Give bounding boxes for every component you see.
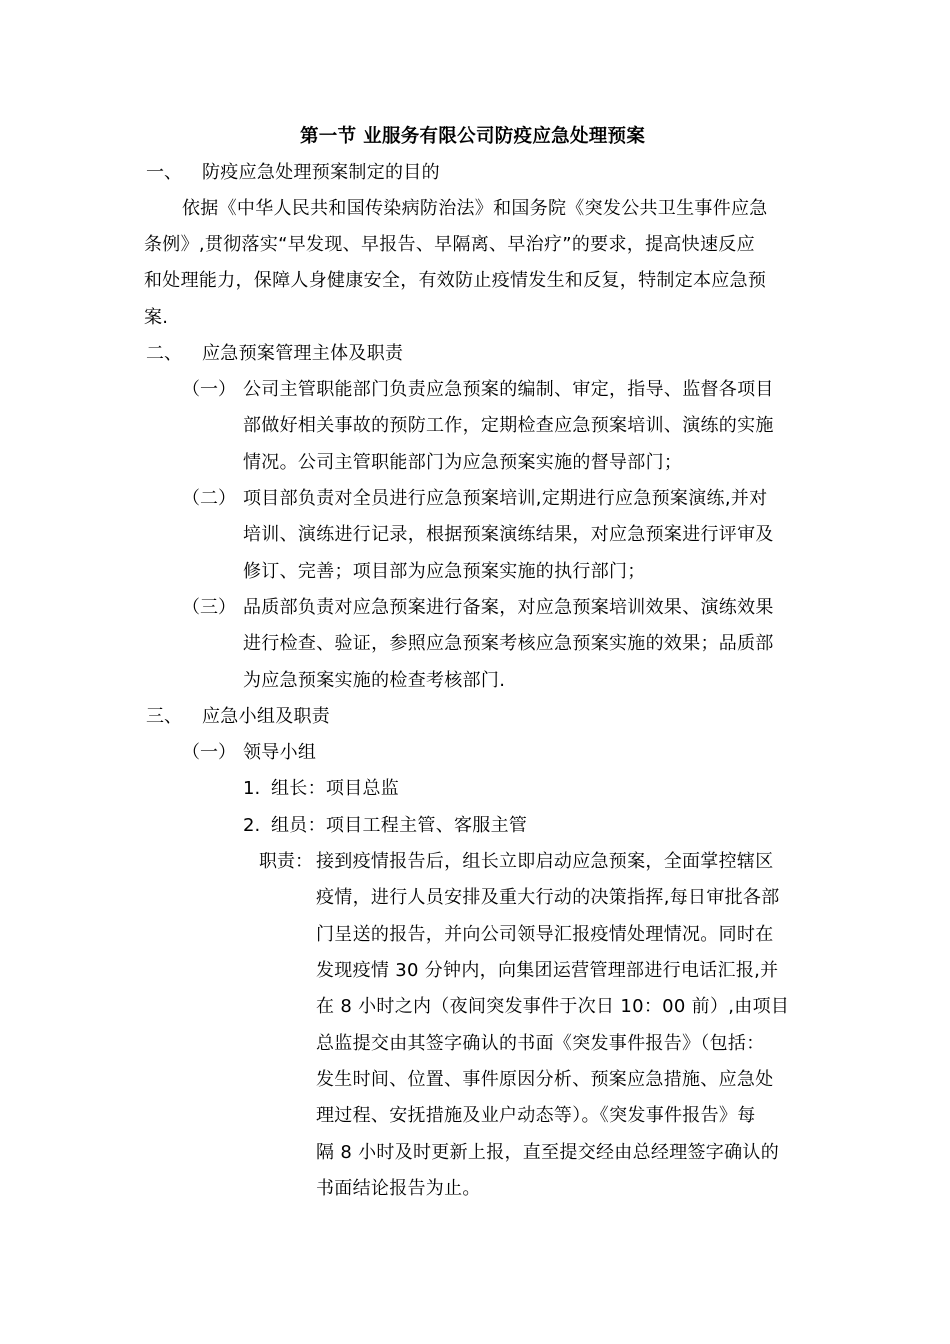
item-marker: （二）: [182, 488, 236, 509]
duty-line: 发生时间、位置、事件原因分析、预案应急措施、应急处: [316, 1069, 774, 1090]
duty-line: 接到疫情报告后，组长立即启动应急预案，全面掌控辖区: [316, 851, 774, 872]
list-item: 组员：项目工程主管、客服主管: [271, 815, 528, 836]
subsection-heading: 领导小组: [243, 742, 317, 763]
duty-line: 发现疫情 30 分钟内，向集团运营管理部进行电话汇报,并: [316, 960, 779, 981]
page-title: 第一节 业服务有限公司防疫应急处理预案: [300, 126, 646, 147]
section-1-marker: 一、: [146, 162, 182, 183]
item-line: 项目部负责对全员进行应急预案培训,定期进行应急预案演练,并对: [243, 488, 768, 509]
item-line: 修订、完善；项目部为应急预案实施的执行部门；: [243, 561, 646, 582]
duty-line: 疫情，进行人员安排及重大行动的决策指挥,每日审批各部: [316, 887, 780, 908]
duty-line: 隔 8 小时及时更新上报，直至提交经由总经理签字确认的: [316, 1142, 779, 1163]
item-marker: （三）: [182, 597, 236, 618]
item-line: 为应急预案实施的检查考核部门.: [243, 670, 506, 691]
list-number: 2.: [243, 815, 261, 836]
list-item: 组长：项目总监: [271, 778, 400, 799]
section-2-heading: 应急预案管理主体及职责: [202, 343, 404, 364]
subsection-marker: （一）: [182, 742, 236, 763]
paragraph-line: 案.: [144, 307, 169, 328]
section-2-marker: 二、: [146, 343, 182, 364]
item-line: 部做好相关事故的预防工作，定期检查应急预案培训、演练的实施: [243, 415, 774, 436]
item-line: 情况。公司主管职能部门为应急预案实施的督导部门；: [243, 452, 683, 473]
list-number: 1.: [243, 778, 261, 799]
section-3-marker: 三、: [146, 706, 182, 727]
duty-line: 理过程、安抚措施及业户动态等）。《突发事件报告》每: [316, 1105, 756, 1126]
paragraph-line: 依据《中华人民共和国传染病防治法》和国务院《突发公共卫生事件应急: [182, 198, 768, 219]
duty-line: 书面结论报告为止。: [316, 1178, 481, 1199]
duty-line: 在 8 小时之内（夜间突发事件于次日 10：00 前）,由项目: [316, 996, 790, 1017]
item-line: 进行检查、验证，参照应急预案考核应急预案实施的效果；品质部: [243, 633, 774, 654]
duty-line: 总监提交由其签字确认的书面《突发事件报告》（包括：: [316, 1033, 765, 1054]
item-line: 培训、演练进行记录，根据预案演练结果，对应急预案进行评审及: [243, 524, 774, 545]
duty-line: 门呈送的报告，并向公司领导汇报疫情处理情况。同时在: [316, 924, 774, 945]
item-marker: （一）: [182, 379, 236, 400]
item-line: 公司主管职能部门负责应急预案的编制、审定，指导、监督各项目: [243, 379, 774, 400]
paragraph-line: 和处理能力，保障人身健康安全，有效防止疫情发生和反复，特制定本应急预: [144, 270, 767, 291]
item-line: 品质部负责对应急预案进行备案，对应急预案培训效果、演练效果: [243, 597, 774, 618]
section-3-heading: 应急小组及职责: [202, 706, 331, 727]
section-1-heading: 防疫应急处理预案制定的目的: [202, 162, 440, 183]
paragraph-line: 条例》,贯彻落实“早发现、早报告、早隔离、早治疗”的要求，提高快速反应: [144, 234, 755, 255]
duty-label: 职责：: [259, 851, 313, 872]
